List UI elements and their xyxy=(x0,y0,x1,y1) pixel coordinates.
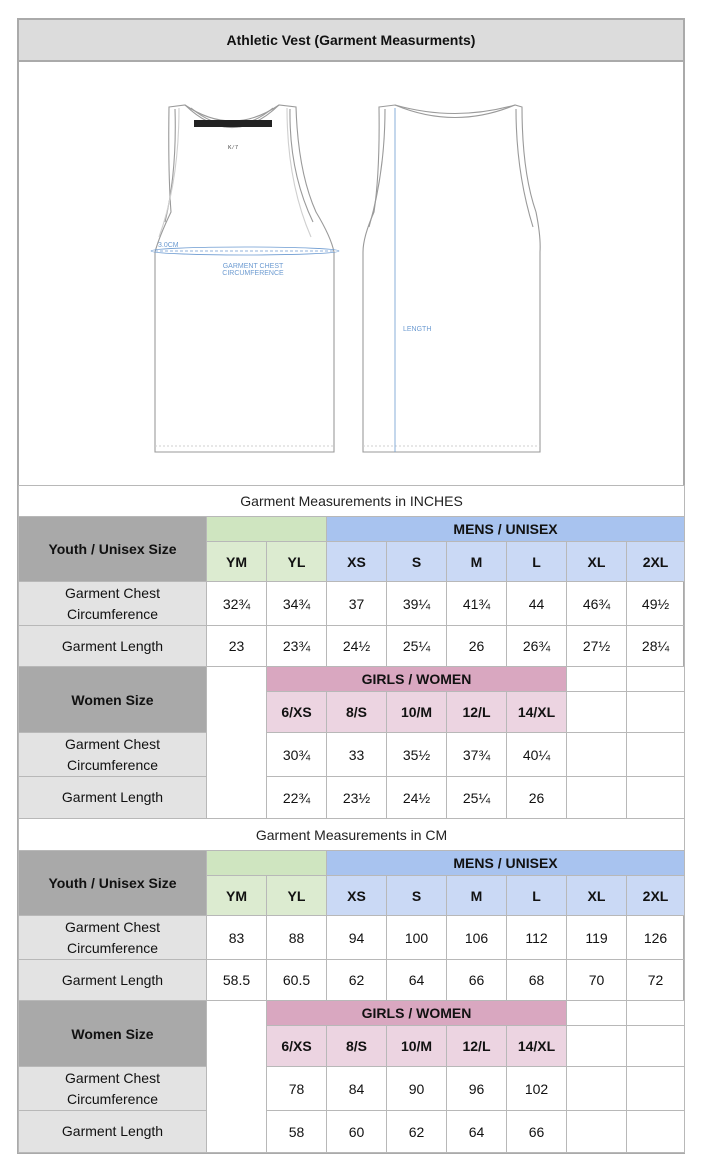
table-cell: 60.5 xyxy=(267,960,327,1001)
table-cell: 72 xyxy=(627,960,685,1001)
size-header: L xyxy=(507,542,567,582)
size-header: 6/XS xyxy=(267,692,327,733)
youth-size-header: Youth / Unisex Size xyxy=(19,517,207,582)
empty-cell xyxy=(627,1111,685,1153)
size-header: 12/L xyxy=(447,1026,507,1067)
table-cell: 62 xyxy=(387,1111,447,1153)
row-label-chest: Garment Chest Circumference xyxy=(19,582,207,626)
size-header: YL xyxy=(267,876,327,916)
row-label-length: Garment Length xyxy=(19,777,207,819)
empty-cell xyxy=(627,667,685,692)
size-header: 12/L xyxy=(447,692,507,733)
table-cell: 25¼ xyxy=(447,777,507,819)
table-cell: 64 xyxy=(387,960,447,1001)
table-cell: 58.5 xyxy=(207,960,267,1001)
empty-cell xyxy=(567,1111,627,1153)
table-cell: 22¾ xyxy=(267,777,327,819)
empty-cell xyxy=(567,692,627,733)
youth-color-band xyxy=(207,517,327,542)
empty-cell xyxy=(567,733,627,777)
table-cell: 35½ xyxy=(387,733,447,777)
size-header: XS xyxy=(327,542,387,582)
size-header: 2XL xyxy=(627,876,685,916)
size-header: S xyxy=(387,876,447,916)
size-header: 6/XS xyxy=(267,1026,327,1067)
empty-cell xyxy=(567,777,627,819)
table-cell: 49½ xyxy=(627,582,685,626)
table-cell: 88 xyxy=(267,916,327,960)
table-cell: 112 xyxy=(507,916,567,960)
table-cell: 68 xyxy=(507,960,567,1001)
size-header: YM xyxy=(207,542,267,582)
youth-size-header: Youth / Unisex Size xyxy=(19,851,207,916)
table-cell: 40¼ xyxy=(507,733,567,777)
table-cell: 34¾ xyxy=(267,582,327,626)
row-label-chest: Garment Chest Circumference xyxy=(19,1067,207,1111)
size-header: 14/XL xyxy=(507,692,567,733)
front-small-label: 3.0CM xyxy=(158,242,179,249)
mens-unisex-header: MENS / UNISEX xyxy=(327,851,685,876)
table-cell: 83 xyxy=(207,916,267,960)
table-cell: 26 xyxy=(507,777,567,819)
empty-cell xyxy=(627,1001,685,1026)
empty-cell xyxy=(567,1026,627,1067)
size-header: YL xyxy=(267,542,327,582)
size-header: M xyxy=(447,542,507,582)
vest-illustration xyxy=(19,62,683,485)
length-label: LENGTH xyxy=(403,326,432,333)
table-cell: 41¾ xyxy=(447,582,507,626)
cm-size-table xyxy=(18,818,685,1153)
table-caption: Garment Measurements in INCHES xyxy=(19,486,685,517)
table-caption: Garment Measurements in CM xyxy=(19,819,685,851)
table-cell: 32¾ xyxy=(207,582,267,626)
table-cell: 26 xyxy=(447,626,507,667)
table-cell: 70 xyxy=(567,960,627,1001)
size-header: S xyxy=(387,542,447,582)
table-cell: 28¼ xyxy=(627,626,685,667)
table-cell: 37 xyxy=(327,582,387,626)
empty-cell xyxy=(627,777,685,819)
size-header: L xyxy=(507,876,567,916)
table-cell: 58 xyxy=(267,1111,327,1153)
neck-tape xyxy=(194,120,272,127)
table-cell: 90 xyxy=(387,1067,447,1111)
empty-cell xyxy=(567,667,627,692)
table-cell: 62 xyxy=(327,960,387,1001)
table-cell: 27½ xyxy=(567,626,627,667)
row-label-length: Garment Length xyxy=(19,960,207,1001)
table-cell: 106 xyxy=(447,916,507,960)
empty-cell xyxy=(207,1001,267,1153)
size-header: 8/S xyxy=(327,1026,387,1067)
women-size-header: Women Size xyxy=(19,667,207,733)
size-header: 14/XL xyxy=(507,1026,567,1067)
page-title: Athletic Vest (Garment Measurments) xyxy=(19,20,683,62)
table-cell: 37¾ xyxy=(447,733,507,777)
chest-label-line1: GARMENT CHEST xyxy=(222,263,284,270)
girls-women-header: GIRLS / WOMEN xyxy=(267,1001,567,1026)
size-header: 2XL xyxy=(627,542,685,582)
table-cell: 96 xyxy=(447,1067,507,1111)
empty-cell xyxy=(627,692,685,733)
row-label-chest: Garment Chest Circumference xyxy=(19,916,207,960)
size-header: 8/S xyxy=(327,692,387,733)
table-cell: 24½ xyxy=(327,626,387,667)
table-cell: 23 xyxy=(207,626,267,667)
table-cell: 23½ xyxy=(327,777,387,819)
girls-women-header: GIRLS / WOMEN xyxy=(267,667,567,692)
brand-tag: K ⁄ 7 xyxy=(228,145,238,151)
empty-cell xyxy=(567,1067,627,1111)
table-cell: 78 xyxy=(267,1067,327,1111)
table-cell: 26¾ xyxy=(507,626,567,667)
chest-label-line2: CIRCUMFERENCE xyxy=(222,270,284,277)
front-vest-drawing xyxy=(155,105,334,452)
size-header: XL xyxy=(567,876,627,916)
empty-cell xyxy=(627,1026,685,1067)
youth-color-band xyxy=(207,851,327,876)
garment-figure xyxy=(19,62,683,485)
empty-cell xyxy=(627,1067,685,1111)
size-header: XL xyxy=(567,542,627,582)
table-cell: 60 xyxy=(327,1111,387,1153)
table-cell: 46¾ xyxy=(567,582,627,626)
table-cell: 94 xyxy=(327,916,387,960)
size-header: XS xyxy=(327,876,387,916)
row-label-chest: Garment Chest Circumference xyxy=(19,733,207,777)
empty-cell xyxy=(567,1001,627,1026)
table-cell: 119 xyxy=(567,916,627,960)
table-cell: 23¾ xyxy=(267,626,327,667)
table-cell: 25¼ xyxy=(387,626,447,667)
table-cell: 126 xyxy=(627,916,685,960)
table-cell: 100 xyxy=(387,916,447,960)
size-header: 10/M xyxy=(387,1026,447,1067)
women-size-header: Women Size xyxy=(19,1001,207,1067)
table-cell: 84 xyxy=(327,1067,387,1111)
row-label-length: Garment Length xyxy=(19,1111,207,1153)
table-cell: 66 xyxy=(447,960,507,1001)
table-cell: 30¾ xyxy=(267,733,327,777)
table-cell: 44 xyxy=(507,582,567,626)
size-header: 10/M xyxy=(387,692,447,733)
empty-cell xyxy=(207,667,267,819)
table-cell: 64 xyxy=(447,1111,507,1153)
table-cell: 66 xyxy=(507,1111,567,1153)
row-label-length: Garment Length xyxy=(19,626,207,667)
back-vest-drawing xyxy=(363,105,540,452)
table-cell: 24½ xyxy=(387,777,447,819)
empty-cell xyxy=(627,733,685,777)
table-cell: 33 xyxy=(327,733,387,777)
size-header: M xyxy=(447,876,507,916)
table-cell: 102 xyxy=(507,1067,567,1111)
inches-size-table xyxy=(18,485,685,819)
size-header: YM xyxy=(207,876,267,916)
mens-unisex-header: MENS / UNISEX xyxy=(327,517,685,542)
table-cell: 39¼ xyxy=(387,582,447,626)
